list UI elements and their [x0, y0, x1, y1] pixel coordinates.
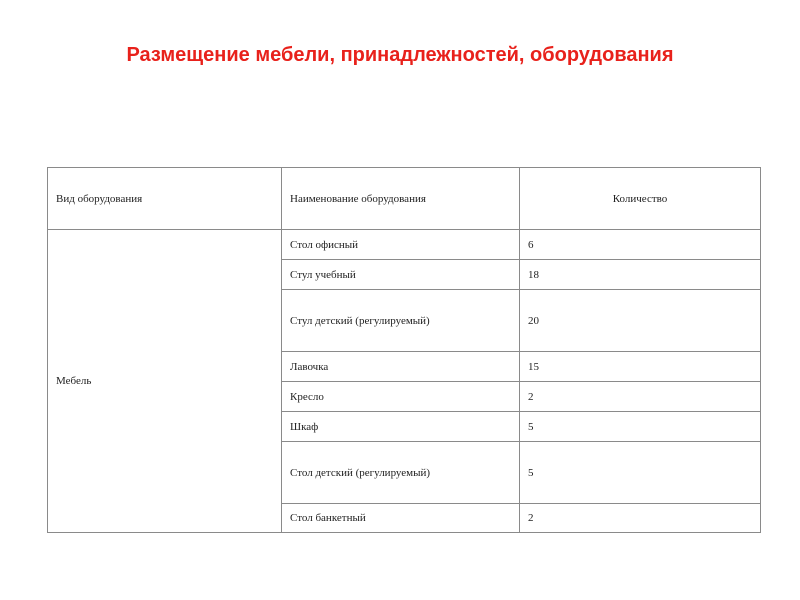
item-quantity-cell: 5 — [520, 412, 761, 442]
page-title: Размещение мебели, принадлежностей, оборудования — [126, 44, 674, 66]
group-label-cell: Мебель — [48, 230, 282, 533]
item-quantity-cell: 2 — [520, 504, 761, 533]
table-row — [48, 230, 761, 260]
item-name-cell: Шкаф — [282, 412, 520, 442]
item-quantity-cell: 15 — [520, 352, 761, 382]
item-name-cell: Стол банкетный — [282, 504, 520, 533]
column-header-name: Наименование оборудования — [282, 168, 520, 230]
item-quantity-cell: 5 — [520, 442, 761, 504]
item-quantity-cell: 20 — [520, 290, 761, 352]
equipment-table — [47, 167, 761, 533]
column-header-quantity: Количество — [520, 168, 761, 230]
item-name-cell: Стол офисный — [282, 230, 520, 260]
table-header-row — [48, 168, 761, 230]
item-quantity-cell: 18 — [520, 260, 761, 290]
item-quantity-cell: 2 — [520, 382, 761, 412]
item-name-cell: Лавочка — [282, 352, 520, 382]
item-quantity-cell: 6 — [520, 230, 761, 260]
item-name-cell: Стул учебный — [282, 260, 520, 290]
column-header-type: Вид оборудования — [48, 168, 282, 230]
item-name-cell: Стол детский (регулируемый) — [282, 442, 520, 504]
item-name-cell: Кресло — [282, 382, 520, 412]
item-name-cell: Стул детский (регулируемый) — [282, 290, 520, 352]
